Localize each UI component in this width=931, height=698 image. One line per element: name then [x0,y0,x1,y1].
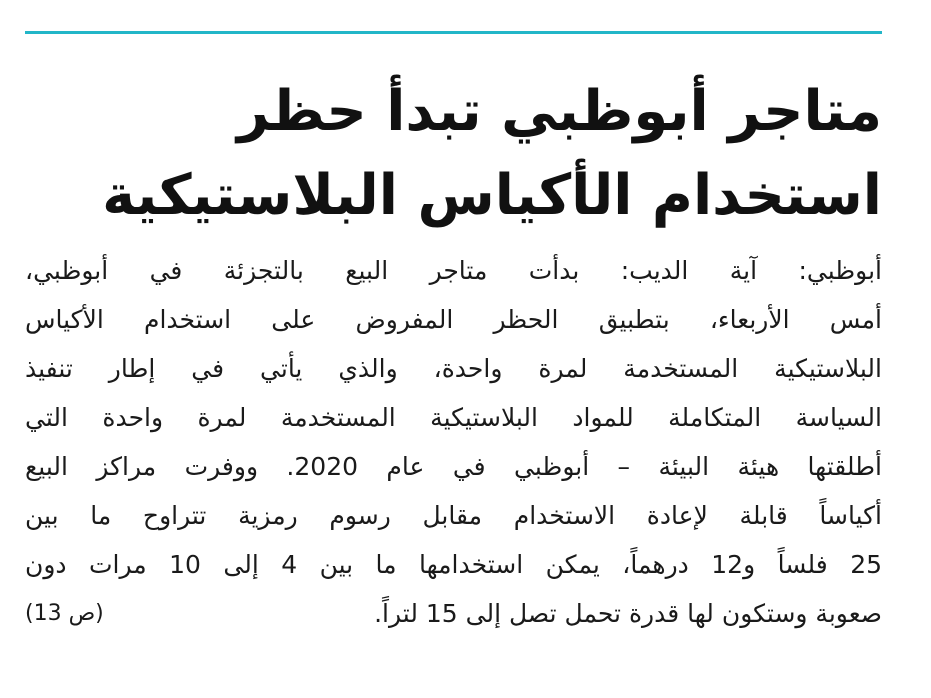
headline-line-1: متاجر أبوظبي تبدأ حظر [236,79,882,144]
body-line-5: أطلقتها هيئة البيئة – أبوظبي في عام 2020. ووفرت مراكز البيع [25,452,883,481]
body-line-6: أكياساً قابلة لإعادة الاستخدام مقابل رسوم رمزية تتراوح ما بين [25,501,882,530]
page-reference: (ص 13) [25,601,104,626]
body-line-2: أمس الأربعاء، بتطبيق الحظر المفروض على استخدام الأكياس [25,305,882,334]
body-line-4: السياسة المتكاملة للمواد البلاستيكية المستخدمة لمرة واحدة التي [25,403,882,432]
article-body [25,246,882,638]
body-line-8: صعوبة وستكون لها قدرة تحمل تصل إلى 15 لتراً. [374,599,882,628]
body-line-1: أبوظبي: آية الديب: بدأت متاجر البيع بالتجزئة في أبوظبي، [25,256,882,285]
body-line-3: البلاستيكية المستخدمة لمرة واحدة، والذي يأتي في إطار تنفيذ [25,354,882,383]
body-line-7: 25 فلساً و12 درهماً، يمكن استخدامها ما بين 4 إلى 10 مرات دون [25,550,882,579]
article-headline [25,70,882,238]
headline-line-2: استخدام الأكياس البلاستيكية [102,163,882,228]
top-accent-rule [25,31,882,34]
body-line-8-row [25,589,882,638]
news-article [25,70,882,638]
